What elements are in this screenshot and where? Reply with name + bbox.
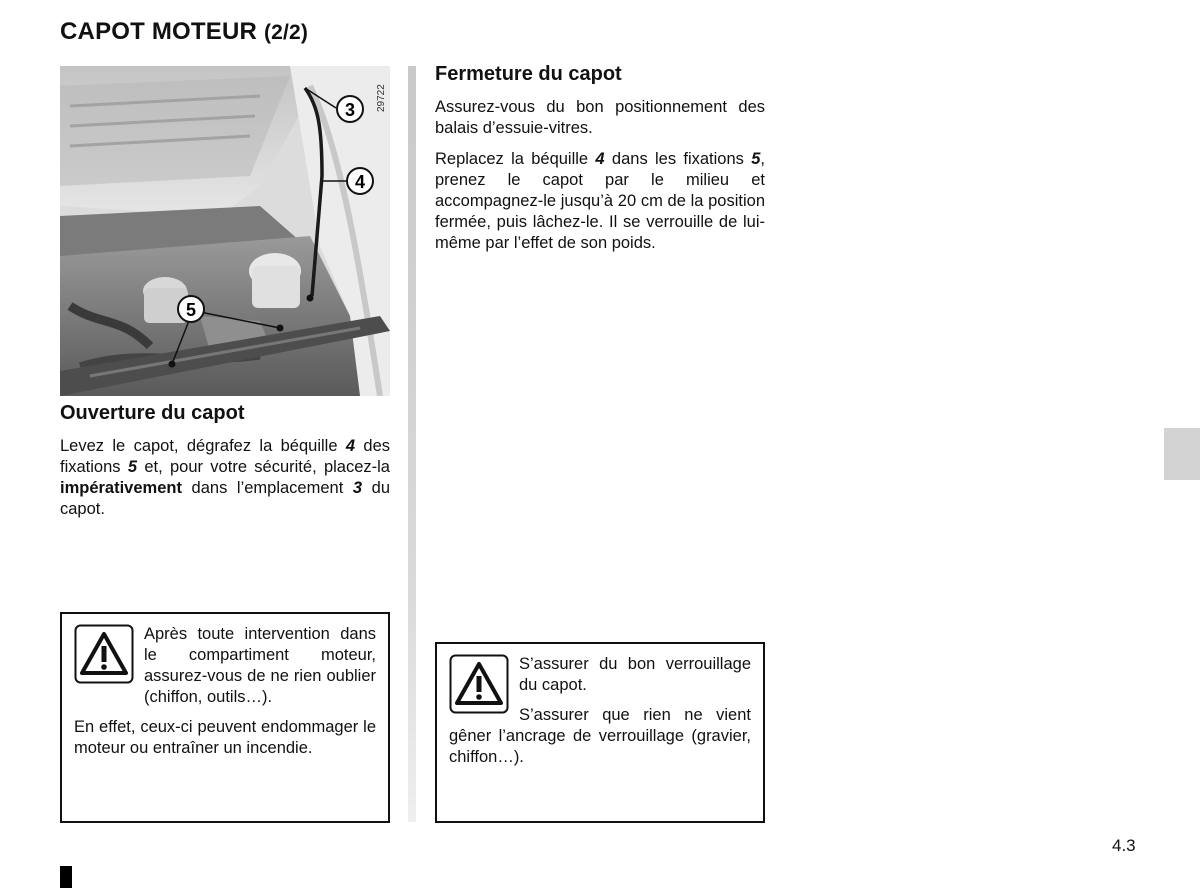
page-number: 4.3	[1112, 836, 1136, 855]
page-title-text: CAPOT MOTEUR	[60, 18, 258, 45]
svg-text:3: 3	[344, 100, 356, 120]
warning-triangle-icon	[74, 624, 134, 684]
callout-4	[347, 168, 373, 194]
chapter-thumb-tab	[1164, 428, 1200, 480]
warning-box-closing	[435, 642, 765, 823]
closing-instructions	[435, 97, 765, 264]
column-divider	[408, 66, 416, 822]
warning-closing-text-2: S’assurer que rien ne vient gêner l’ancrage de verrouillage (gravier, chiffon…).	[449, 706, 751, 766]
warning-opening-text-1: Après toute intervention dans le compartiment moteur, assurez-vous de ne rien oublier (chiffon, outils…).	[144, 625, 376, 706]
svg-text:4: 4	[354, 172, 366, 192]
engine-bay-illustration	[60, 66, 390, 396]
warning-closing-text-1: S’assurer du bon verrouillage du capot.	[519, 655, 751, 694]
crop-mark	[60, 866, 72, 888]
opening-instructions: Levez le capot, dégrafez la béquille 4 des fixations 5 et, pour votre sécurité, placez-la impérativement dans l’emplacement 3 du capot.	[60, 437, 390, 518]
warning-box-opening	[60, 612, 390, 823]
closing-text-2: Replacez la béquille 4 dans les fixations 5, prenez le capot par le milieu et accompagnez-le jusqu’à 20 cm de la position fermée, puis lâchez-le. Il se verrouille de lui-même par l’effet de son poids.	[435, 150, 765, 252]
callout-5	[178, 296, 204, 322]
closing-text-1: Assurez-vous du bon positionnement des balais d’essuie-vitres.	[435, 98, 765, 137]
figure-ref-code: 29722	[376, 84, 387, 112]
svg-text:5: 5	[185, 300, 197, 320]
warning-opening-text-2: En effet, ceux-ci peuvent endommager le moteur ou entraîner un incendie.	[74, 718, 376, 757]
page-title	[60, 18, 308, 46]
engine-bay-photo	[60, 66, 390, 396]
page-part-indicator: (2/2)	[263, 21, 309, 44]
callout-3	[337, 96, 363, 122]
heading-opening: Ouverture du capot	[60, 402, 245, 424]
warning-triangle-icon	[449, 654, 509, 714]
heading-closing: Fermeture du capot	[435, 63, 622, 85]
